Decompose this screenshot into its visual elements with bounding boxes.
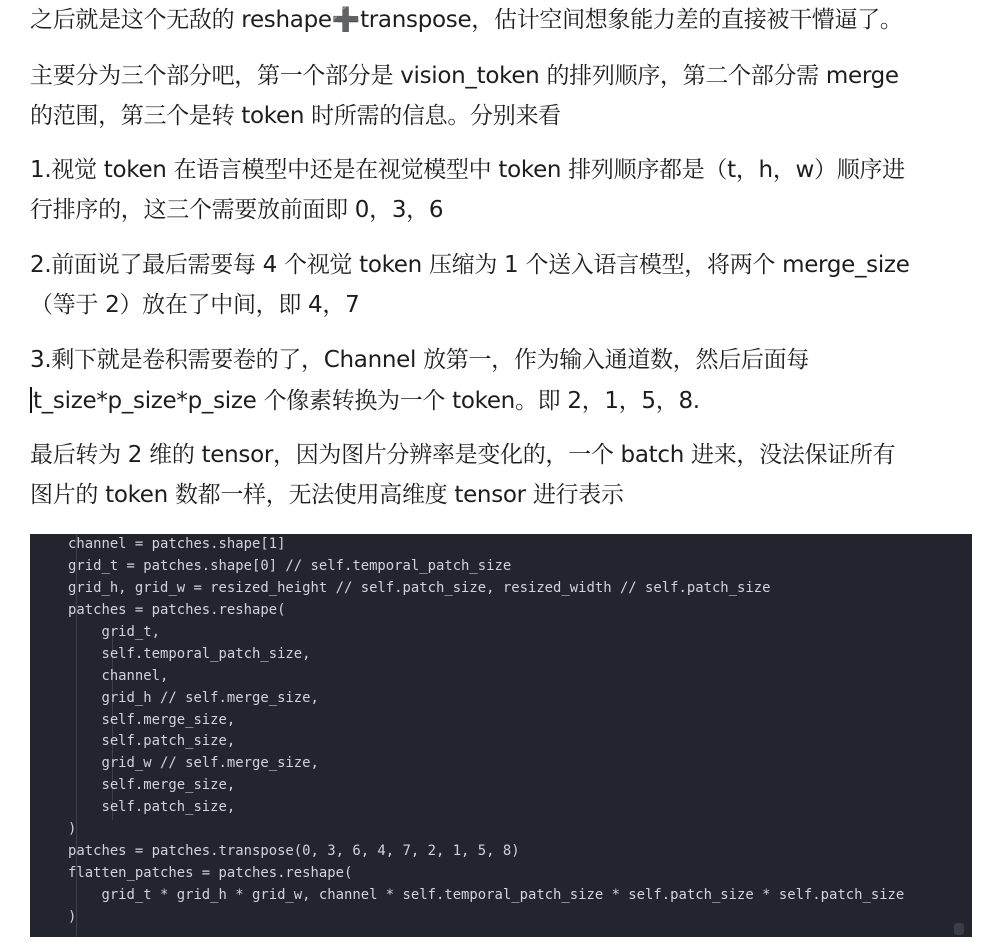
code-line: patches = patches.reshape( (68, 601, 286, 618)
paragraph-text: transpose，估计空间想象能力差的直接被干懵逼了。 (360, 7, 903, 33)
code-line: grid_h, grid_w = resized_height // self.patch_size, resized_width // self.patch_size (68, 579, 771, 596)
paragraph-5-line-1: 3.剩下就是卷积需要卷的了，Channel 放第一，作为输入通道数，然后后面每 (30, 347, 809, 373)
paragraph-1 (30, 5, 903, 35)
code-line: self.patch_size, (68, 799, 236, 816)
code-line: self.patch_size, (68, 733, 236, 750)
code-line: self.merge_size, (68, 711, 236, 728)
code-block (30, 534, 972, 937)
code-line: grid_t, (68, 623, 160, 640)
paragraph-4-line-1: 2.前面说了最后需要每 4 个视觉 token 压缩为 1 个送入语言模型，将两个 merge_size (30, 252, 910, 278)
code-line: channel, (68, 667, 169, 684)
plus-icon: ➕ (331, 7, 361, 33)
code-line: grid_t * grid_h * grid_w, channel * self.temporal_patch_size * self.patch_size * self.patch_size (68, 887, 905, 903)
paragraph-6-line-1: 最后转为 2 维的 tensor，因为图片分辨率是变化的，一个 batch 进来，没法保证所有 (30, 442, 896, 468)
code-line: flatten_patches = patches.reshape( (68, 865, 353, 882)
code-line: grid_w // self.merge_size, (68, 755, 319, 772)
paragraph-2-line-1: 主要分为三个部分吧，第一个部分是 vision_token 的排列顺序，第二个部分需 merge (30, 63, 899, 89)
code-line: ) (68, 821, 77, 838)
paragraph-6-line-2: 图片的 token 数都一样，无法使用高维度 tensor 进行表示 (30, 482, 624, 508)
paragraph-3-line-1: 1.视觉 token 在语言模型中还是在视觉模型中 token 排列顺序都是（t，h，w）顺序进 (30, 157, 905, 183)
code-line: patches = patches.transpose(0, 3, 6, 4, 7, 2, 1, 5, 8) (68, 843, 520, 860)
code-line: grid_h // self.merge_size, (68, 689, 319, 706)
code-line: self.temporal_patch_size, (68, 645, 311, 662)
code-line: ) (68, 908, 77, 925)
code-listing (68, 534, 904, 929)
paragraph-text: 之后就是这个无敌的 reshape (30, 7, 332, 33)
text-cursor (30, 387, 32, 413)
paragraph-2-line-2: 的范围，第三个是转 token 时所需的信息。分别来看 (30, 103, 561, 129)
paragraph-4-line-2: （等于 2）放在了中间，即 4，7 (30, 292, 360, 318)
code-line: grid_t = patches.shape[0] // self.temporal_patch_size (68, 557, 512, 574)
code-line: self.merge_size, (68, 777, 236, 794)
paragraph-3-line-2: 行排序的，这三个需要放前面即 0，3，6 (30, 197, 444, 223)
paragraph-text: t_size*p_size*p_size 个像素转换为一个 token。即 2，1，5，8. (33, 388, 700, 414)
paragraph-5-line-2[interactable] (30, 386, 700, 416)
scroll-indicator-icon (954, 923, 964, 935)
code-line: channel = patches.shape[1] (68, 536, 286, 552)
